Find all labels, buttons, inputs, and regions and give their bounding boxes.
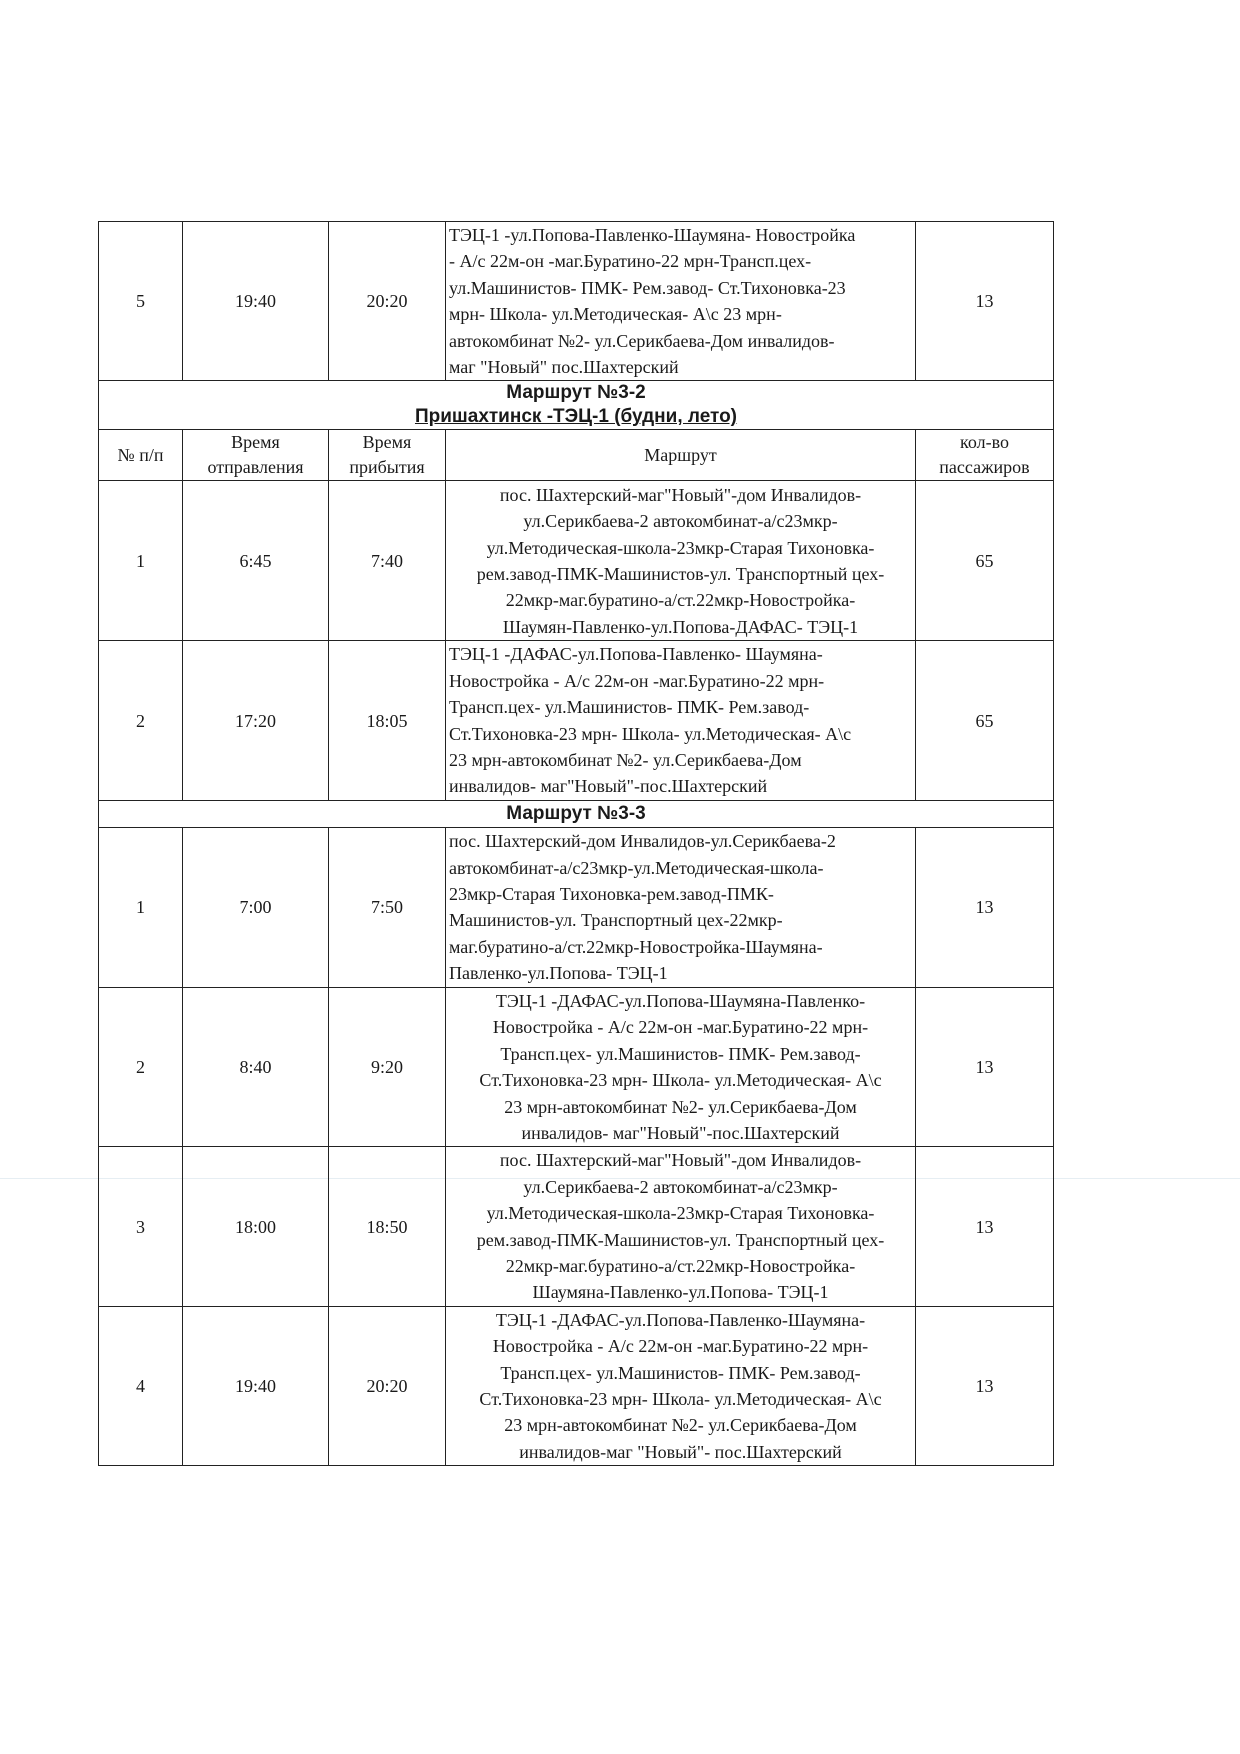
passenger-count: 13: [916, 222, 1054, 381]
header-arrival-text: Время: [362, 432, 412, 453]
route-line: инвалидов- маг"Новый"-пос.Шахтерский: [449, 776, 768, 797]
route-line: инвалидов-маг "Новый"- пос.Шахтерский: [519, 1441, 842, 1462]
header-route: [446, 430, 916, 481]
departure-time: 17:20: [183, 641, 329, 800]
route-line: 23 мрн-автокомбинат №2- ул.Серикбаева-Дом: [504, 1415, 857, 1436]
route-line: 22мкр-маг.буратино-а/ст.22мкр-Новостройка-: [505, 590, 856, 611]
departure-time: 7:00: [183, 827, 329, 987]
route-description: [446, 1306, 916, 1465]
header-route-text: Маршрут: [644, 444, 717, 465]
route-line: ул.Серикбаева-2 автокомбинат-а/с23мкр-: [523, 1176, 838, 1197]
table-row: [99, 987, 1054, 1146]
route-description: [446, 827, 916, 987]
departure-time: 6:45: [183, 481, 329, 641]
route-line: маг "Новый" пос.Шахтерский: [449, 357, 679, 378]
route-description: [446, 222, 916, 381]
header-arrival: [329, 430, 446, 481]
route-description: [446, 641, 916, 800]
route-line: ТЭЦ-1 -ул.Попова-Павленко-Шаумяна- Новостройка: [449, 225, 856, 245]
route-line: мрн- Школа- ул.Методическая- А\с 23 мрн-: [449, 304, 782, 325]
route-line: пос. Шахтерский-маг"Новый"-дом Инвалидов-: [499, 1150, 862, 1171]
table-row: [99, 481, 1054, 641]
arrival-time: 7:50: [329, 827, 446, 987]
table-row: [99, 827, 1054, 987]
route-line: Новостройка - А/с 22м-он -маг.Буратино-22 мрн-: [492, 1017, 869, 1038]
departure-time: 8:40: [183, 987, 329, 1146]
row-number: 1: [99, 481, 183, 641]
passenger-count: 65: [916, 641, 1054, 800]
route-description: [446, 481, 916, 641]
passenger-count: 13: [916, 1147, 1054, 1306]
section-title-cell: [99, 800, 1054, 827]
arrival-time: 7:40: [329, 481, 446, 641]
table-row: [99, 1147, 1054, 1306]
route-line: автокомбинат-а/с23мкр-ул.Методическая-школа-: [449, 857, 824, 878]
route-line: ТЭЦ-1 -ДАФАС-ул.Попова-Павленко- Шаумяна-: [449, 644, 823, 665]
route-line: Шаумяна-Павленко-ул.Попова- ТЭЦ-1: [532, 1282, 829, 1303]
route-subtitle: Пришахтинск -ТЭЦ-1 (будни, лето): [414, 406, 738, 428]
row-number: 3: [99, 1147, 183, 1306]
row-number: 1: [99, 827, 183, 987]
header-passengers-text: кол-во: [960, 432, 1009, 453]
route-description: [446, 1147, 916, 1306]
route-section-title: [99, 800, 1054, 827]
route-line: 22мкр-маг.буратино-а/ст.22мкр-Новостройка-: [505, 1255, 856, 1276]
passenger-count: 13: [916, 1306, 1054, 1465]
header-num-text: № п/п: [117, 444, 164, 465]
row-number: 5: [99, 222, 183, 381]
header-departure: [183, 430, 329, 481]
route-line: инвалидов- маг"Новый"-пос.Шахтерский: [521, 1122, 840, 1143]
route-line: Павленко-ул.Попова- ТЭЦ-1: [449, 963, 668, 984]
route-line: Трансп.цех- ул.Машинистов- ПМК- Рем.завод-: [500, 1043, 861, 1064]
departure-time: 19:40: [183, 222, 329, 381]
route-line: Ст.Тихоновка-23 мрн- Школа- ул.Методическая- А\с: [449, 723, 852, 744]
table-row: [99, 222, 1054, 381]
route-line: ул.Методическая-школа-23мкр-Старая Тихоновка-: [486, 537, 875, 558]
route-line: - А/с 22м-он -маг.Буратино-22 мрн-Трансп.цех-: [449, 251, 812, 272]
route-line: ул.Методическая-школа-23мкр-Старая Тихоновка-: [486, 1203, 875, 1224]
route-line: ТЭЦ-1 -ДАФАС-ул.Попова-Шаумяна-Павленко-: [495, 990, 866, 1011]
header-passengers: [916, 430, 1054, 481]
route-line: Шаумян-Павленко-ул.Попова-ДАФАС- ТЭЦ-1: [502, 616, 859, 637]
header-passengers-text: пассажиров: [939, 457, 1030, 478]
departure-time: 19:40: [183, 1306, 329, 1465]
row-number: 2: [99, 641, 183, 800]
route-line: Трансп.цех- ул.Машинистов- ПМК- Рем.завод-: [500, 1362, 861, 1383]
arrival-time: 20:20: [329, 1306, 446, 1465]
route-title: Маршрут №3-3: [506, 802, 646, 824]
row-number: 2: [99, 987, 183, 1146]
route-line: Новостройка - А/с 22м-он -маг.Буратино-22 мрн-: [449, 670, 825, 691]
passenger-count: 65: [916, 481, 1054, 641]
departure-time: 18:00: [183, 1147, 329, 1306]
section-title-cell: [99, 381, 1054, 430]
route-line: 23мкр-Старая Тихоновка-рем.завод-ПМК-: [449, 883, 774, 904]
route-line: автокомбинат №2- ул.Серикбаева-Дом инвалидов-: [449, 330, 835, 351]
route-line: Ст.Тихоновка-23 мрн- Школа- ул.Методическая- А\с: [479, 1070, 882, 1091]
route-section-title: [99, 381, 1054, 430]
header-departure-text: Время: [231, 432, 280, 453]
route-line: Машинистов-ул. Транспортный цех-22мкр-: [449, 910, 783, 931]
table-header-row: [99, 430, 1054, 481]
route-line: пос. Шахтерский-маг"Новый"-дом Инвалидов-: [499, 484, 862, 505]
arrival-time: 18:05: [329, 641, 446, 800]
route-description: [446, 987, 916, 1146]
route-line: ул.Серикбаева-2 автокомбинат-а/с23мкр-: [523, 511, 838, 532]
route-line: ул.Машинистов- ПМК- Рем.завод- Ст.Тихоновка-23: [449, 277, 846, 298]
route-line: ТЭЦ-1 -ДАФАС-ул.Попова-Павленко-Шаумяна-: [495, 1309, 866, 1330]
bus-schedule-table: [98, 221, 1054, 1466]
header-departure-text: отправления: [207, 457, 304, 478]
route-line: 23 мрн-автокомбинат №2- ул.Серикбаева-Дом: [504, 1096, 857, 1117]
passenger-count: 13: [916, 827, 1054, 987]
route-line: 23 мрн-автокомбинат №2- ул.Серикбаева-Дом: [449, 750, 802, 771]
passenger-count: 13: [916, 987, 1054, 1146]
route-line: Трансп.цех- ул.Машинистов- ПМК- Рем.завод-: [449, 697, 810, 718]
arrival-time: 20:20: [329, 222, 446, 381]
table-row: [99, 641, 1054, 800]
arrival-time: 9:20: [329, 987, 446, 1146]
row-number: 4: [99, 1306, 183, 1465]
route-title: Маршрут №3-2: [506, 382, 646, 404]
header-num: [99, 430, 183, 481]
header-arrival-text: прибытия: [349, 457, 425, 478]
route-line: пос. Шахтерский-дом Инвалидов-ул.Серикбаева-2: [449, 831, 836, 852]
route-line: рем.завод-ПМК-Машинистов-ул. Транспортный цех-: [476, 563, 885, 584]
table-row: [99, 1306, 1054, 1465]
route-line: Новостройка - А/с 22м-он -маг.Буратино-22 мрн-: [492, 1336, 869, 1357]
route-line: рем.завод-ПМК-Машинистов-ул. Транспортный цех-: [476, 1229, 885, 1250]
arrival-time: 18:50: [329, 1147, 446, 1306]
route-line: маг.буратино-а/ст.22мкр-Новостройка-Шаумяна-: [449, 936, 823, 957]
route-line: Ст.Тихоновка-23 мрн- Школа- ул.Методическая- А\с: [479, 1388, 882, 1409]
